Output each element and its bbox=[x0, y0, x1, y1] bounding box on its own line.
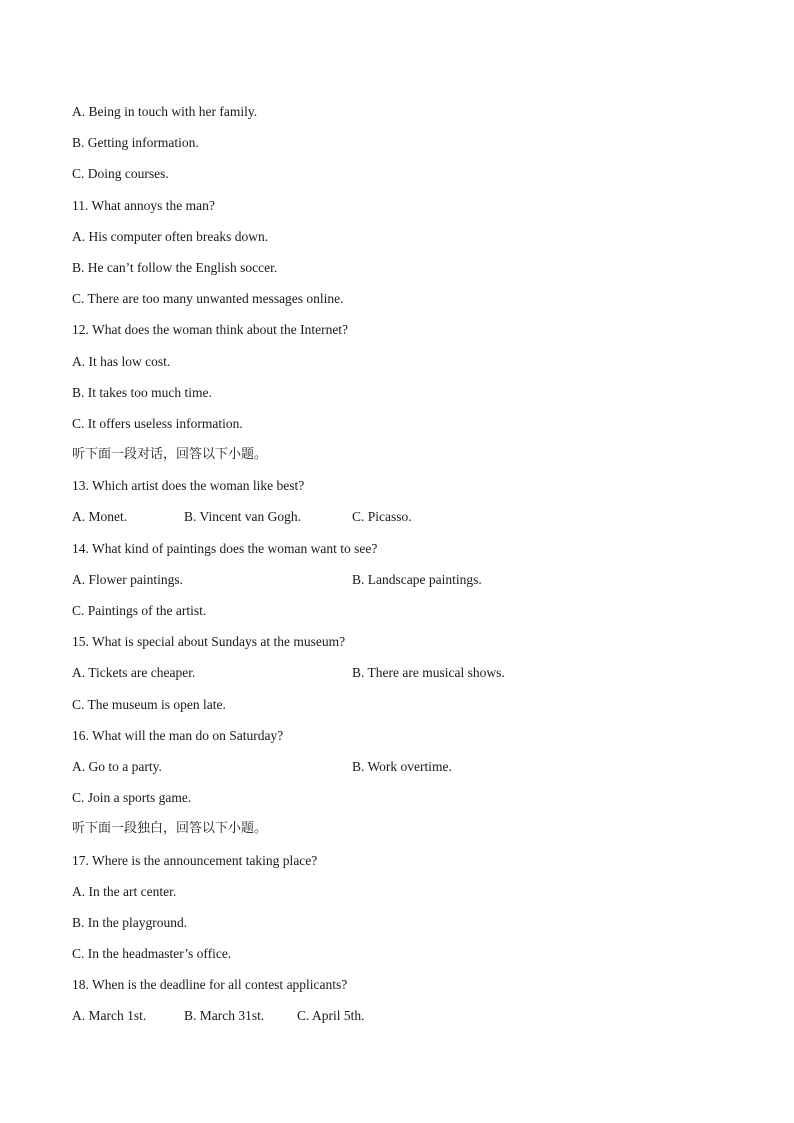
q15-option-c-text: C. The museum is open late. bbox=[72, 696, 226, 712]
q17-option-c-text: C. In the headmaster’s office. bbox=[72, 946, 232, 962]
q12-option-c-text: C. It offers useless information. bbox=[72, 415, 243, 431]
q12-question bbox=[72, 320, 722, 351]
q14-question-text: 14. What kind of paintings does the woman want to see? bbox=[72, 540, 378, 556]
q14-option-a: A. Flower paintings. bbox=[72, 571, 183, 587]
q17-option-a bbox=[72, 882, 722, 913]
q16-option-a: A. Go to a party. bbox=[72, 758, 162, 774]
q12-option-b bbox=[72, 383, 722, 414]
q18-question-text: 18. When is the deadline for all contest applicants? bbox=[72, 977, 348, 993]
q12-question-text: 12. What does the woman think about the Internet? bbox=[72, 322, 349, 338]
q11-option-a-text: A. His computer often breaks down. bbox=[72, 228, 269, 244]
q11-question bbox=[72, 196, 722, 227]
section-heading-dialogue bbox=[72, 445, 722, 476]
section-heading-dialogue-text: 听下面一段对话，回答以下小题。 bbox=[72, 447, 268, 463]
q10-option-b-text: B. Getting information. bbox=[72, 135, 199, 151]
q14-question bbox=[72, 539, 722, 570]
q18-question bbox=[72, 975, 722, 1006]
q17-question bbox=[72, 851, 722, 882]
q13-option-a: A. Monet. bbox=[72, 509, 128, 525]
q18-option-c: C. April 5th. bbox=[297, 1008, 365, 1024]
q18-options bbox=[72, 1006, 722, 1037]
q16-options-ab bbox=[72, 757, 722, 788]
q10-option-c bbox=[72, 164, 722, 195]
q10-option-c-text: C. Doing courses. bbox=[72, 166, 169, 182]
q10-option-a bbox=[72, 102, 722, 133]
q11-question-text: 11. What annoys the man? bbox=[72, 197, 215, 213]
q17-option-b-text: B. In the playground. bbox=[72, 914, 188, 930]
q16-option-c bbox=[72, 788, 722, 819]
q13-option-b: B. Vincent van Gogh. bbox=[184, 509, 302, 525]
q15-option-c bbox=[72, 695, 722, 726]
q11-option-c-text: C. There are too many unwanted messages online. bbox=[72, 291, 344, 307]
q15-option-a: A. Tickets are cheaper. bbox=[72, 665, 196, 681]
q15-question bbox=[72, 632, 722, 663]
q15-options-ab bbox=[72, 663, 722, 694]
q17-option-a-text: A. In the art center. bbox=[72, 883, 177, 899]
q13-options bbox=[72, 507, 722, 538]
q14-option-c bbox=[72, 601, 722, 632]
q12-option-c bbox=[72, 414, 722, 445]
q16-option-b: B. Work overtime. bbox=[352, 758, 452, 774]
q13-question-text: 13. Which artist does the woman like best? bbox=[72, 478, 305, 494]
q12-option-a bbox=[72, 352, 722, 383]
q17-question-text: 17. Where is the announcement taking place? bbox=[72, 852, 318, 868]
q12-option-a-text: A. It has low cost. bbox=[72, 353, 171, 369]
q13-option-c: C. Picasso. bbox=[352, 509, 412, 525]
q15-option-b: B. There are musical shows. bbox=[352, 665, 505, 681]
q10-option-a-text: A. Being in touch with her family. bbox=[72, 104, 258, 119]
section-heading-monologue bbox=[72, 819, 722, 850]
q11-option-b bbox=[72, 258, 722, 289]
q18-option-b: B. March 31st. bbox=[184, 1008, 265, 1024]
q10-option-b bbox=[72, 133, 722, 164]
q13-question bbox=[72, 476, 722, 507]
q12-option-b-text: B. It takes too much time. bbox=[72, 384, 212, 400]
q14-options-ab bbox=[72, 570, 722, 601]
q11-option-c bbox=[72, 289, 722, 320]
q16-question bbox=[72, 726, 722, 757]
q16-option-c-text: C. Join a sports game. bbox=[72, 790, 192, 806]
exam-page bbox=[72, 102, 722, 1038]
q16-question-text: 16. What will the man do on Saturday? bbox=[72, 727, 284, 743]
q15-question-text: 15. What is special about Sundays at the museum? bbox=[72, 634, 346, 650]
q11-option-b-text: B. He can’t follow the English soccer. bbox=[72, 259, 278, 275]
q14-option-b: B. Landscape paintings. bbox=[352, 571, 482, 587]
q17-option-b bbox=[72, 913, 722, 944]
q14-option-c-text: C. Paintings of the artist. bbox=[72, 603, 207, 618]
section-heading-monologue-text: 听下面一段独白，回答以下小题。 bbox=[72, 821, 268, 837]
q17-option-c bbox=[72, 944, 722, 975]
q18-option-a: A. March 1st. bbox=[72, 1008, 147, 1024]
q11-option-a bbox=[72, 227, 722, 258]
